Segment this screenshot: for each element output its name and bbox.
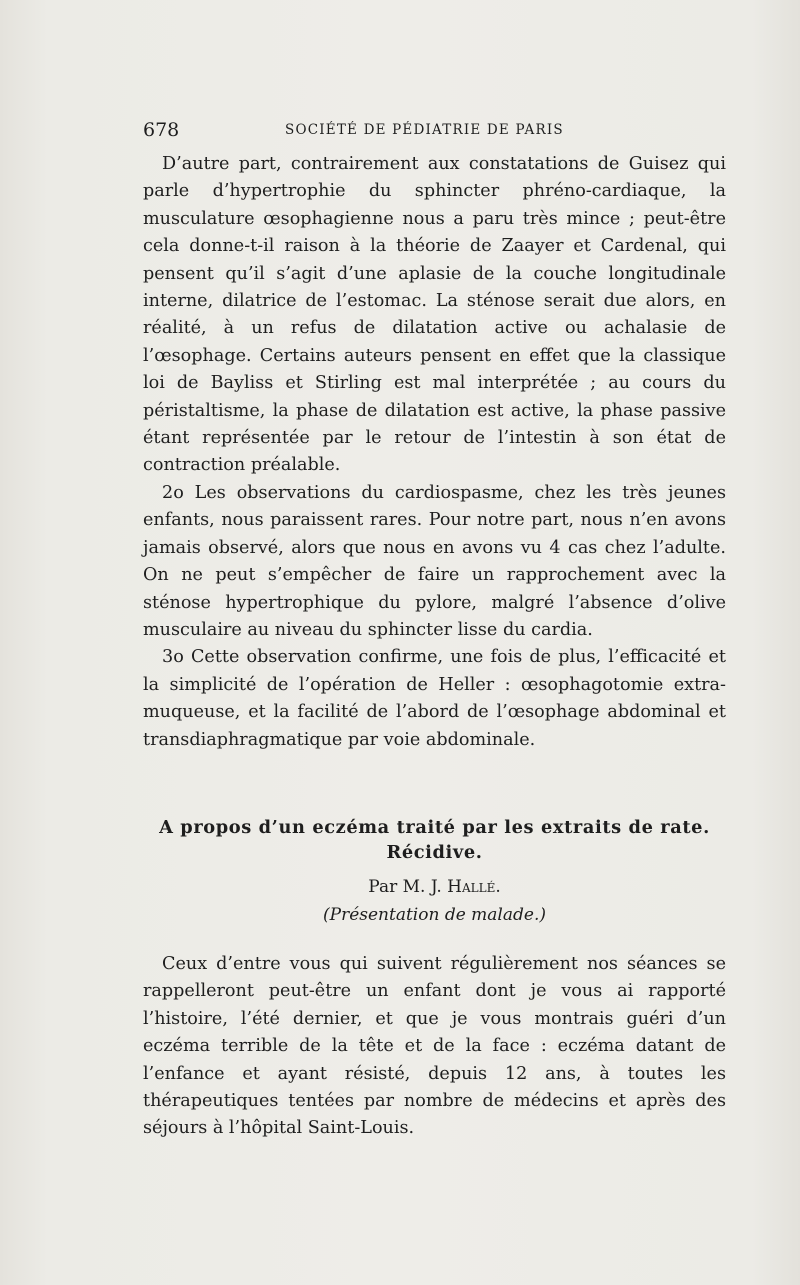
- page-header: [143, 119, 726, 143]
- running-head: SOCIÉTÉ DE PÉDIATRIE DE PARIS: [285, 122, 564, 138]
- article-title-line-2: Récidive.: [386, 841, 483, 863]
- author-prefix: Par M. J.: [368, 876, 442, 897]
- article-author: [143, 877, 726, 897]
- paragraph-2: 2o Les observations du cardiospasme, chez les très jeunes enfants, nous paraissent rares. Pour notre part, nous n’en avons jamais observé, alors que nous en avons vu 4 cas chez l’adulte. On ne peut s’empêcher de faire un rapprochement avec la sténose hypertrophique du pylore, malgré l’absence d’olive musculaire au niveau du sphincter lisse du cardia.: [143, 482, 726, 640]
- article-body-paragraph: Ceux d’entre vous qui suivent régulièrement nos séances se rappelleront peut-être un enfant dont je vous ai rapporté l’histoire, l’été dernier, et que je vous montrais guéri d’un eczéma terrible de la tête et de la face : eczéma datant de l’enfance et ayant résisté, depuis 12 ans, à toutes les thérapeutiques tentées par nombre de médecins et après des séjours à l’hôpital Saint-Louis.: [143, 953, 726, 1139]
- page-number: 678: [143, 119, 180, 141]
- presentation-note: (Présentation de malade.): [323, 904, 546, 925]
- author-name: Hallé.: [447, 876, 501, 897]
- paragraph-3: 3o Cette observation confirme, une fois de plus, l’efficacité et la simplicité de l’opération de Heller : œsophagotomie extra-muqueuse, et la facilité de l’abord de l’œsophage abdominal et transdiaphragmatique par voie abdominale.: [143, 647, 726, 750]
- paragraph-1: D’autre part, contrairement aux constatations de Guisez qui parle d’hypertrophie du sphincter phréno-cardiaque, la musculature œsophagienne nous a paru très mince ; peut-être cela donne-t-il raison à la théorie de Zaayer et Cardenal, qui pensent qu’il s’agit d’une aplasie de la couche longitudinale interne, dilatrice de l’estomac. La sténose serait due alors, en réalité, à un refus de dilatation active ou achalasie de l’œsophage. Certains auteurs pensent en effet que la classique loi de Bayliss et Stirling est mal interprétée ; au cours du péristaltisme, la phase de dilatation est active, la phase passive étant représentée par le retour de l’intestin à son état de contraction préalable.: [143, 154, 726, 476]
- article-title-line-1: A propos d’un eczéma traité par les extraits de rate.: [159, 816, 710, 838]
- section-spacer: [143, 925, 726, 951]
- article-title: [143, 815, 726, 865]
- page-body: [143, 151, 726, 1143]
